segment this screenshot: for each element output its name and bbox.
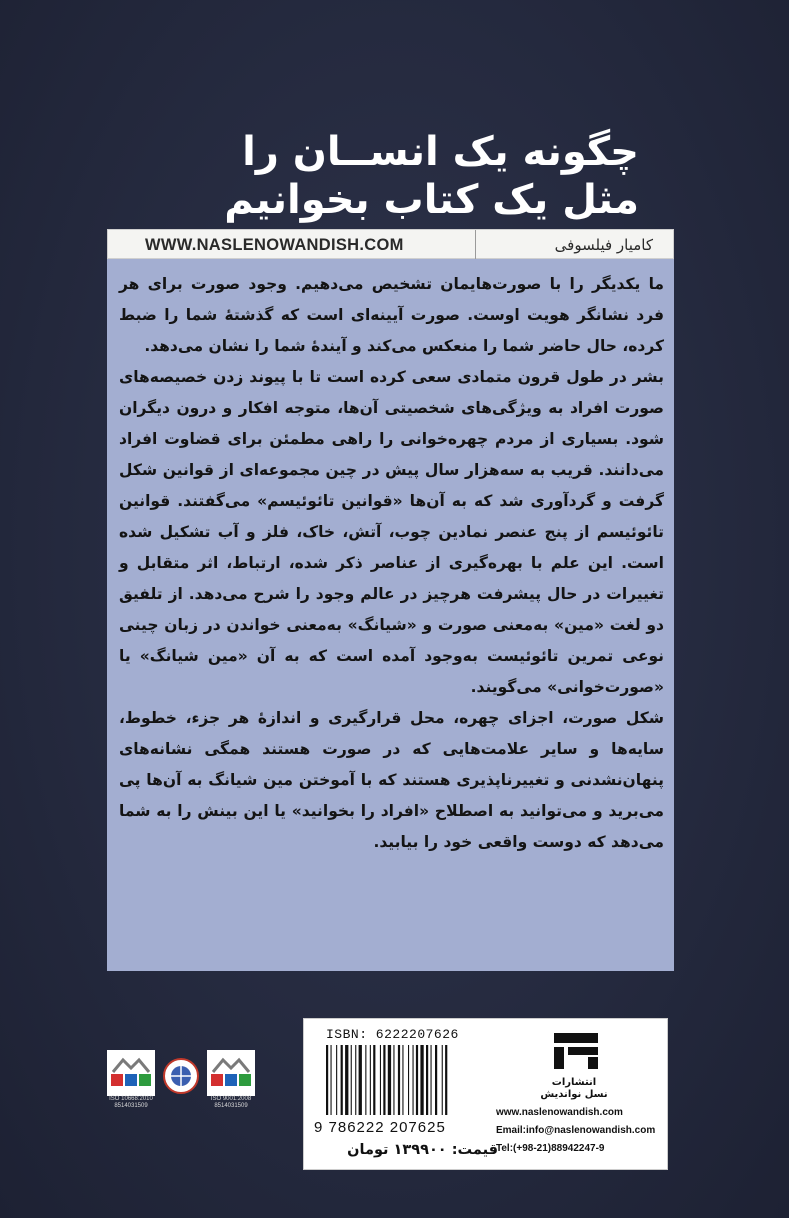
publisher-logo-icon (550, 1029, 602, 1073)
price: قیمت: ۱۳۹۹۰۰ تومان (347, 1142, 498, 1158)
book-title-line-1: چگونه یک انســان را (242, 129, 639, 175)
certification-text-left: ISO 10668:2010 8514031509 (109, 1096, 153, 1109)
certification-badge-right (207, 1050, 255, 1096)
certification-text-right: ISO 9001:2008 8514031509 (210, 1096, 252, 1109)
publisher-phone: Tel:(+98-21)88942247-9 (496, 1143, 605, 1154)
author-name: کامیار فیلسوفی (554, 236, 653, 254)
paragraph-1: ما یکدیگر را با صورت‌هایمان تشخیص می‌دهیم. وجود صورت برای هر فرد نشانگر هویت اوست. صورت آیینه‌ای است که گذشتهٔ شما را ضبط کرده، حال حاضر شما را منعکس می‌کند و آیندهٔ شما را نشان می‌دهد. (119, 275, 664, 355)
certification-badge-left (107, 1050, 155, 1096)
globe-seal-icon (159, 1050, 203, 1096)
brs-logo-icon (207, 1050, 255, 1096)
header-bar (107, 229, 674, 259)
isbn-label: ISBN: 6222207626 (326, 1027, 459, 1042)
barcode-icon (326, 1045, 481, 1115)
publisher-website: www.naslenowandish.com (496, 1107, 623, 1118)
description-box (107, 259, 674, 971)
header-divider (475, 230, 476, 260)
paragraph-2: بشر در طول قرون متمادی سعی کرده است تا با پیوند زدن خصیصه‌های صورت افراد به ویژگی‌های شخصیتی آن‌ها، متوجه افکار و درون دیگران شود. بسیاری از مردم چهره‌خوانی را راهی مطمئن برای قضاوت افراد می‌دانند. قریب به سه‌هزار سال پیش در چین مجموعه‌ای از قوانین شکل گرفت و گردآوری شد که به آن‌ها «قوانین تائوئیسم» می‌گفتند. قوانین تائوئیسم از پنج عنصر نمادین چوب، آتش، خاک، فلز و آب تشکیل شده است. این علم با بهره‌گیری از عناصر ذکر شده، ارتباط، اثر متقابل و تغییرات در حال پیشرفت هرچیز در عالم وجود را شرح می‌دهد. از تلفیق دو لغت «مین» به‌معنی صورت و «شیانگ» به‌معنی خواندن در زبان چینی نوعی تمرین تائوئیست به‌وجود آمده است که به آن «مین شیانگ» یا «صورت‌خوانی» می‌گویند. (119, 368, 664, 696)
publisher-email: Email:info@naslenowandish.com (496, 1125, 656, 1136)
book-title-line-2: مثل یک کتاب بخوانیم (224, 177, 639, 223)
publisher-name: انتشارات نسل نواندیش (540, 1077, 608, 1100)
gob-seal (159, 1050, 203, 1096)
paragraph-3: شکل صورت، اجزای چهره، محل قرارگیری و اندازهٔ هر جزء، خطوط، سایه‌ها و سایر علامت‌هایی که در صورت هستند همگی نشانه‌های پنهان‌نشدنی و تغییرناپذیری هستند که با آموختن مین شیانگ به آن‌ها پی می‌برید و می‌توانید به اصطلاح «افراد را بخوانید» یا این بینش را به شما می‌دهد که دوست واقعی خود را بیابید. (119, 709, 664, 851)
website-url: WWW.NASLENOWANDISH.COM (145, 236, 404, 254)
barcode-number: 9 786222 207625 (314, 1119, 446, 1136)
back-cover-info-panel (303, 1018, 668, 1170)
brs-logo-icon (107, 1050, 155, 1096)
